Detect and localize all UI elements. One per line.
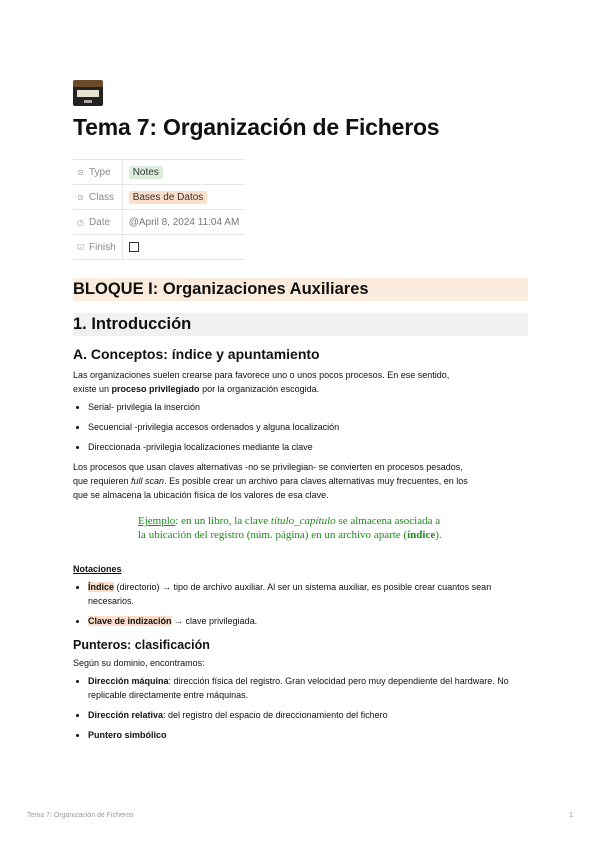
punteros-intro: Según su dominio, encontramos: [73,658,205,668]
punteros-list [73,674,528,742]
list-item: • Dirección relativa: del registro del espacio de direccionamiento del fichero [88,708,528,722]
property-label: Type [89,166,111,178]
clock-icon: ◷ [77,217,84,227]
intro-paragraph: Las organizaciones suelen crearse para favorece uno o unos pocos procesos. En ese sentido, existe un proceso privilegiado por la organización escogida. [73,370,450,394]
properties-table [73,159,245,260]
punteros-heading: Punteros: clasificación [73,638,210,652]
type-icon: ⊙ [77,167,84,177]
page-content [73,80,528,748]
block-heading: BLOQUE I: Organizaciones Auxiliares [73,278,528,301]
checkbox-icon: ☑ [77,242,85,252]
organization-list [73,400,528,454]
section-heading: 1. Introducción [73,313,528,336]
class-icon: ⊙ [77,192,84,202]
property-row-date [73,210,245,235]
property-label: Class [89,191,115,203]
property-label: Finish [89,241,116,253]
notaciones-list [73,580,528,628]
notaciones-heading: Notaciones [73,564,122,574]
class-tag[interactable]: Bases de Datos [129,191,208,204]
list-item: • Secuencial -privilegia accesos ordenados y alguna localización [88,420,528,434]
property-row-type [73,160,245,185]
list-item: • Índice (directorio) → tipo de archivo auxiliar. Al ser un sistema auxiliar, es posible crear cuantos sean necesarios. [88,580,528,608]
alternative-keys-paragraph: Los procesos que usan claves alternativas -no se privilegian- se convierten en procesos pesados, que requieren full scan. Es posible crear un archivo para claves alternativas muy frecuentes, en los que se almacena la ubicación física de los valores de esa clave. [73,462,468,500]
property-row-class [73,185,245,210]
property-row-finish [73,235,245,260]
property-label: Date [89,216,111,228]
sub-heading: A. Conceptos: índice y apuntamiento [73,346,320,362]
example-note: Ejemplo: en un libro, la clave título_capítulo se almacena asociada a la ubicación del registro (núm. página) en un archivo aparte (índice). [138,515,442,541]
list-item: • Serial- privilegia la inserción [88,400,528,414]
type-tag[interactable]: Notes [129,166,163,179]
date-value[interactable]: @April 8, 2024 11:04 AM [128,216,240,228]
finish-checkbox[interactable] [129,242,139,252]
footer-title: Tema 7: Organización de Ficheros [27,812,134,819]
list-item: • Dirección máquina: dirección física del registro. Gran velocidad pero muy dependiente del hardware. No replicable directamente entre máquinas. [88,674,528,702]
page-footer [27,812,573,819]
page-number: 1 [569,812,573,819]
file-cabinet-icon [73,80,103,106]
list-item: • Clave de indización → clave privilegiada. [88,614,528,628]
list-item: • Puntero simbólico [88,728,528,742]
list-item: • Direccionada -privilegia localizaciones mediante la clave [88,440,528,454]
page-title: Tema 7: Organización de Ficheros [73,114,440,140]
